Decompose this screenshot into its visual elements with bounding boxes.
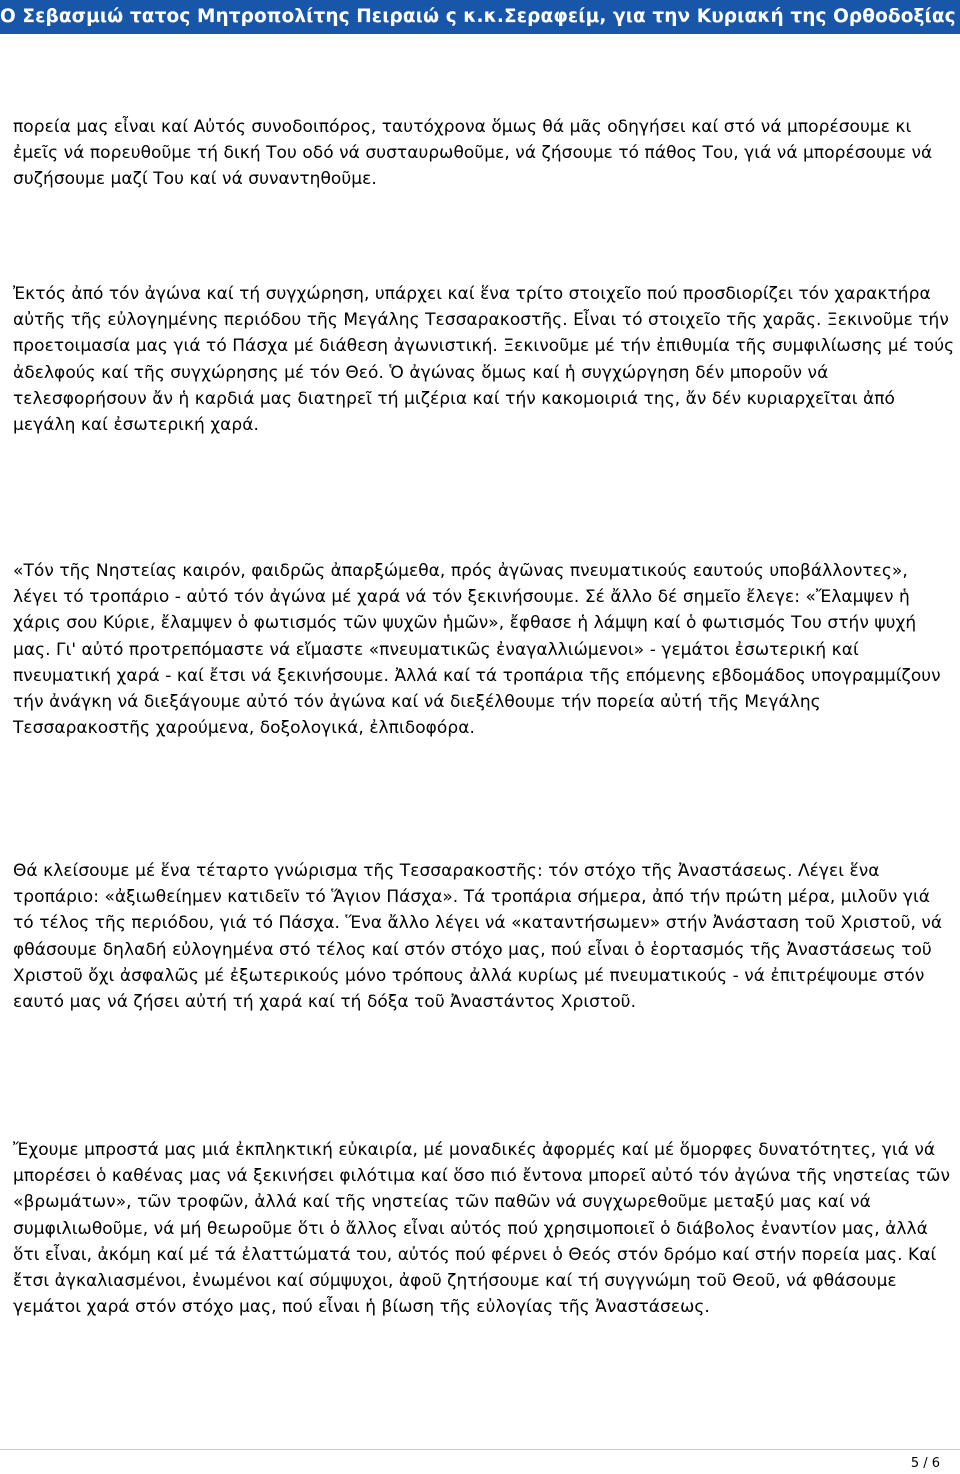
- document-header-title: Ο Σεβασμιώ τατος Μητροπολίτης Πειραιώ ς κ.κ.Σεραφείμ, για την Κυριακή της Ορθοδοξίας: [0, 0, 960, 34]
- body-paragraph-2: Ἐκτός ἀπό τόν ἀγώνα καί τή συγχώρηση, υπάρχει καί ἕνα τρίτο στοιχεῖο πού προσδιορίζει τόν χαρακτήρα αὐτῆς τῆς εὐλογημένης περιόδου τῆς Μεγάλης Τεσσαρακοστῆς. Εἶναι τό στοιχεῖο τῆς χαρᾶς. Ξεκινοῦμε τήν προετοιμασία μας γιά τό Πάσχα μέ διάθεση ἀγωνιστική. Ξεκινοῦμε μέ τήν ἐπιθυμία τῆς συμφιλίωσης μέ τούς ἀδελφούς καί τῆς συγχώρησης μέ τόν Θεό. Ὁ ἀγώνας ὅμως καί ἡ συγχώργηση δέν μποροῦν νά τελεσφορήσουν ἄν ἡ καρδιά μας διατηρεῖ τή μιζέρια καί τήν κακομοιριά της, ἄν δέν κυριαρχεῖται ἀπό μεγάλη καί ἐσωτερική χαρά.: [13, 284, 955, 436]
- page-number: 5 / 6: [910, 1456, 940, 1471]
- body-paragraph-1: πορεία μας εἶναι καί Αὐτός συνοδοιπόρος, ταυτόχρονα ὅμως θά μᾶς οδηγήσει καί στό νά μπορέσουμε κι ἐμεῖς νά πορευθοῦμε τή δική Του οδό νά συσταυρωθοῦμε, νά ζήσουμε τό πάθος Του, γιά νά μπορέσουμε νά συζήσουμε μαζί Του καί νά συναντηθοῦμε.: [13, 117, 933, 190]
- footer-divider: [0, 1449, 960, 1450]
- body-paragraph-5: Ἔχουμε μπροστά μας μιά ἐκπληκτική εὐκαιρία, μέ μοναδικές ἀφορμές καί μέ ὅμορφες δυνατότητες, γιά νά μπορέσει ὁ καθένας μας νά ξεκινήσει φιλότιμα καί ὅσο πιό ἔντονα μπορεῖ αὐτό τόν ἀγώνα τῆς νηστείας τῶν «βρωμάτων», τῶν τροφῶν, ἀλλά καί τῆς νηστείας τῶν παθῶν νά συγχωρεθοῦμε μεταξύ μας καί νά συμφιλιωθοῦμε, νά μή θεωροῦμε ὅτι ὁ ἄλλος εἶναι αὐτός πού χρησιμοποιεῖ ὁ διάβολος ἐναντίον μας, ἀλλά ὅτι εἶναι, ἀκόμη καί μέ τά ἐλαττώματά του, αὐτός πού φέρνει ὁ Θεός στόν δρόμο καί στήν πορεία μας. Καί ἔτσι ἀγκαλιασμένοι, ἐνωμένοι καί σύμψυχοι, ἀφοῦ ζητήσουμε καί τή συγγνώμη τοῦ Θεοῦ, νά φθάσουμε γεμάτοι χαρά στόν στόχο μας, πού εἶναι ἡ βίωση τῆς εὐλογίας τῆς Ἀναστάσεως.: [13, 1140, 951, 1318]
- body-paragraph-3: «Τόν τῆς Νηστείας καιρόν, φαιδρῶς ἀπαρξώμεθα, πρός ἀγῶνας πνευματικούς εαυτούς υποβάλλοντες», λέγει τό τροπάριο - αὐτό τόν ἀγώνα μέ χαρά νά τόν ξεκινήσουμε. Σέ ἄλλο δέ σημεῖο ἔλεγε: «Ἔλαμψεν ἡ χάρις σου Κύριε, ἔλαμψεν ὁ φωτισμός τῶν ψυχῶν ἡμῶν», ἔφθασε ἡ λάμψη καί ὁ φωτισμός Του στήν ψυχή μας. Γι' αὐτό προτρεπόμαστε νά εἴμαστε «πνευματικῶς ἐναγαλλιώμενοι» - γεμάτοι ἐσωτερική καί πνευματική χαρά - καί ἔτσι νά ξεκινήσουμε. Ἀλλά καί τά τροπάρια τῆς επόμενης εβδομάδος υπογραμμίζουν τήν ἀνάγκη νά διεξάγουμε αὐτό τόν ἀγώνα καί νά διεξέλθουμε τήν πορεία αὐτή τῆς Μεγάλης Τεσσαρακοστῆς χαρούμενα, δοξολογικά, ἐλπιδοφόρα.: [13, 561, 941, 739]
- body-paragraph-4: Θά κλείσουμε μέ ἕνα τέταρτο γνώρισμα τῆς Τεσσαρακοστῆς: τόν στόχο τῆς Ἀναστάσεως. Λέγει ἕνα τροπάριο: «ἀξιωθείημεν κατιδεῖν τό Ἅγιον Πάσχα». Τά τροπάρια σήμερα, ἀπό τήν πρώτη μέρα, μιλοῦν γιά τό τέλος τῆς περιόδου, γιά τό Πάσχα. Ἕνα ἄλλο λέγει νά «καταντήσωμεν» στήν Ἀνάσταση τοῦ Χριστοῦ, νά φθάσουμε δηλαδή εὐλογημένα στό τέλος καί στόν στόχο μας, πού εἶναι ὁ ἑορτασμός τῆς Ἀναστάσεως τοῦ Χριστοῦ ὄχι ἀσφαλῶς μέ ἐξωτερικούς μόνο τρόπους ἀλλά κυρίως μέ πνευματικούς - νά ἐπιτρέψουμε στόν εαυτό μας νά ζήσει αὐτή τή χαρά καί τή δόξα τοῦ Ἀναστάντος Χριστοῦ.: [13, 861, 943, 1013]
